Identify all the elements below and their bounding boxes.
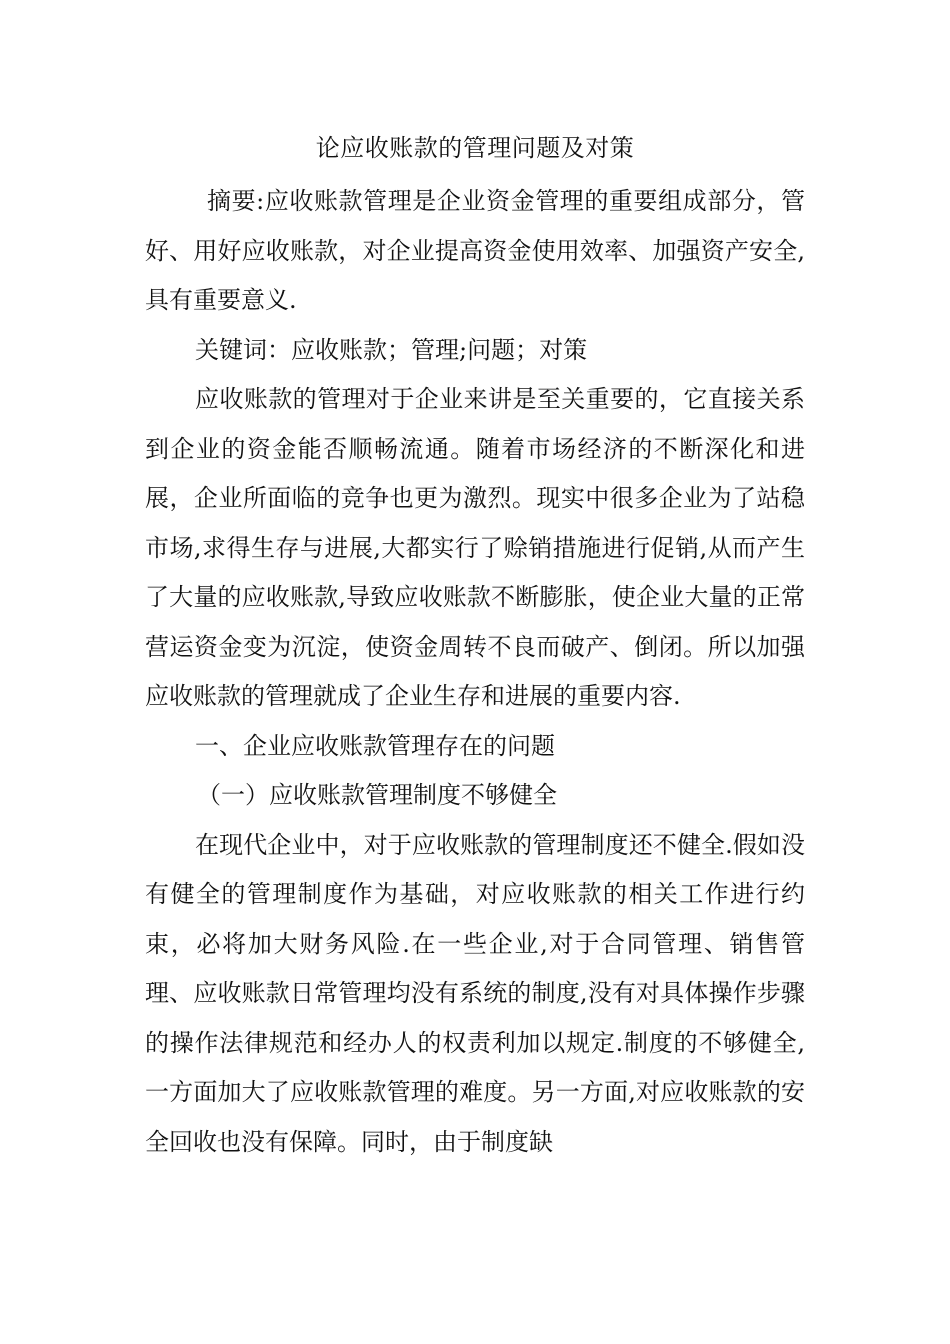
document-title: 论应收账款的管理问题及对策: [315, 134, 635, 162]
intro-paragraph: 应收账款的管理对于企业来讲是至关重要的，它直接关系到企业的资金能否顺畅流通。随着市场经济的不断深化和进展，企业所面临的竞争也更为激烈。现实中很多企业为了站稳市场,求得生存与进展,大都实行了赊销措施进行促销,从而产生了大量的应收账款,导致应收账款不断膨胀，使企业大量的正常营运资金变为沉淀，使资金周转不良而破产、倒闭。所以加强应收账款的管理就成了企业生存和进展的重要内容.: [145, 385, 805, 710]
abstract-paragraph: 摘要:应收账款管理是企业资金管理的重要组成部分，管好、用好应收账款，对企业提高资金使用效率、加强资产安全,具有重要意义.: [145, 187, 805, 314]
subsection-body-paragraph: 在现代企业中，对于应收账款的管理制度还不健全.假如没有健全的管理制度作为基础，对应收账款的相关工作进行约束，必将加大财务风险.在一些企业,对于合同管理、销售管理、应收账款日常管理均没有系统的制度,没有对具体操作步骤的操作法律规范和经办人的权责利加以规定.制度的不够健全,一方面加大了应收账款管理的难度。另一方面,对应收账款的安全回收也没有保障。同时，由于制度缺: [145, 830, 805, 1156]
subsection-heading: （一）应收账款管理制度不够健全: [197, 781, 557, 809]
document-body: [145, 177, 805, 1167]
keywords-paragraph: 关键词：应收账款；管理;问题；对策: [195, 335, 588, 364]
section-heading: 一、企业应收账款管理存在的问题: [195, 731, 555, 760]
